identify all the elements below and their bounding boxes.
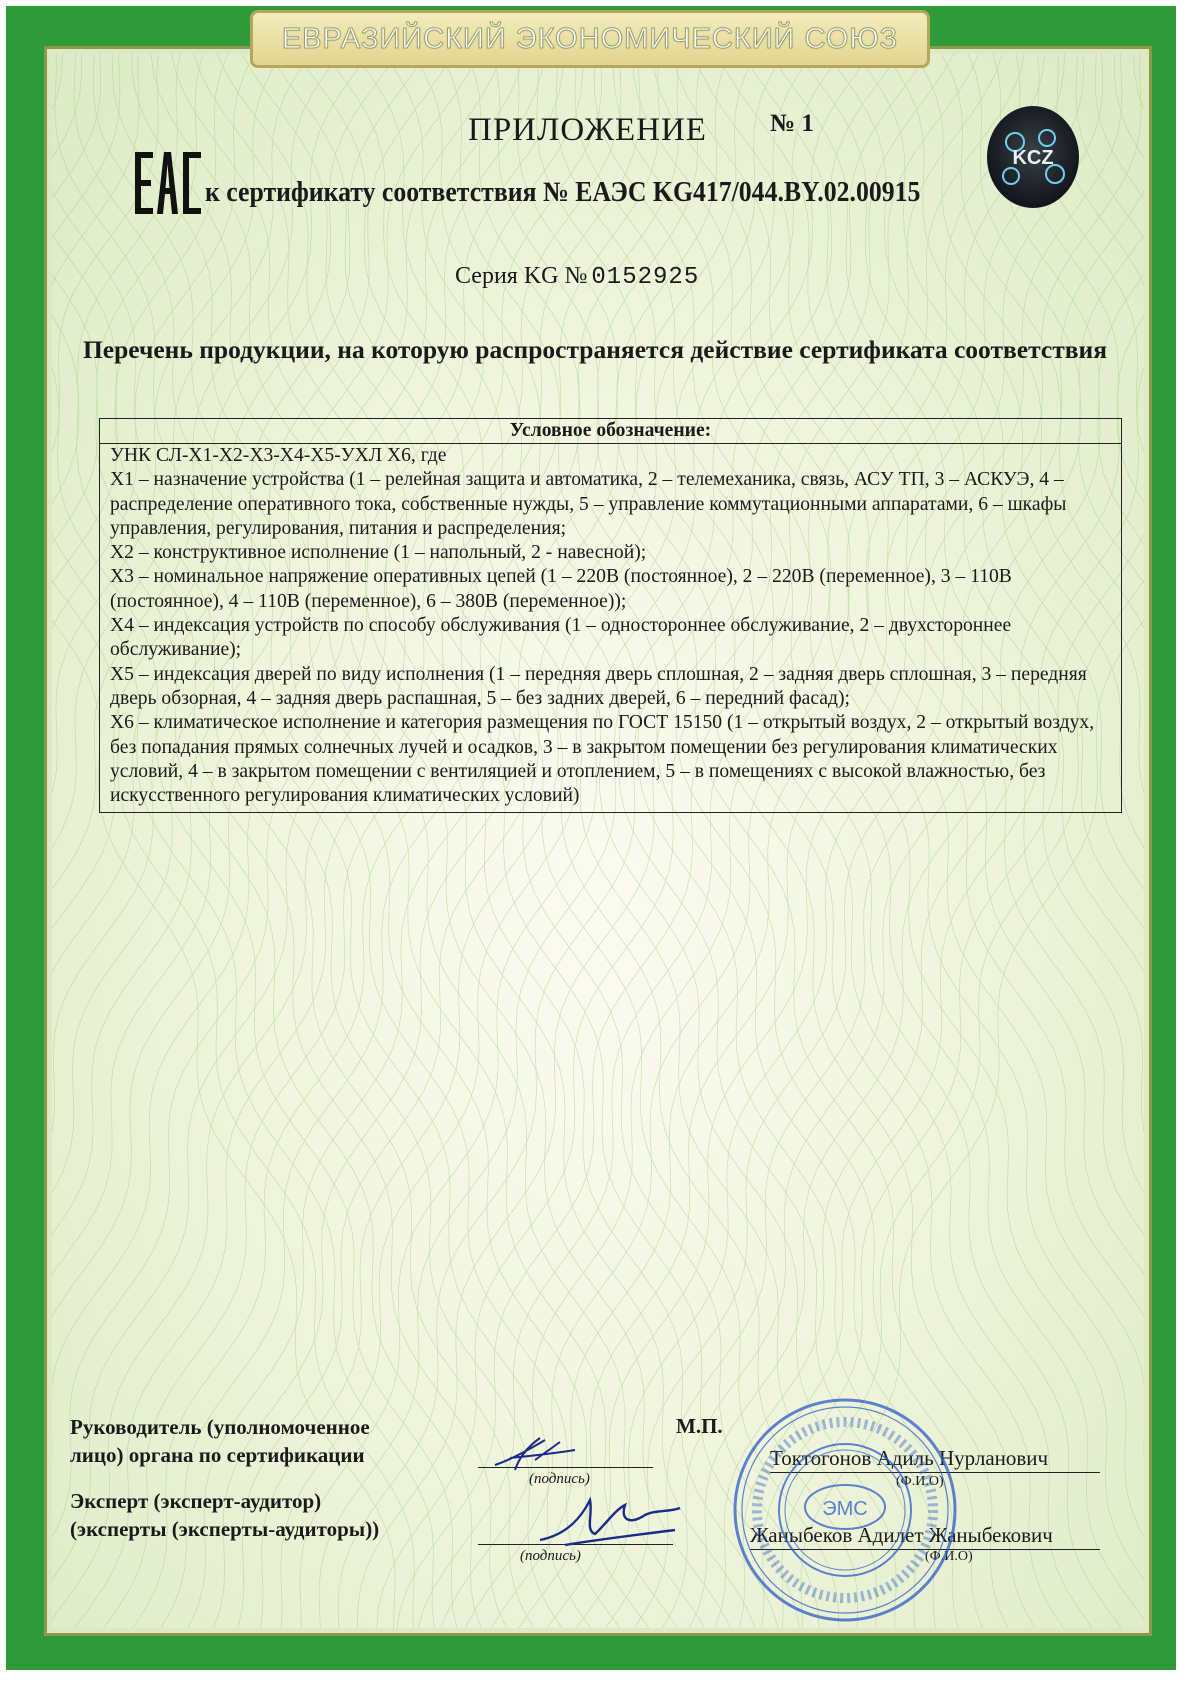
expert-signature-icon: [535, 1490, 685, 1550]
certification-stamp-icon: [730, 1395, 960, 1625]
designation-line: Х6 – климатическое исполнение и категория размещения по ГОСТ 15150 (1 – открытый воздух, 2 – открытый воздух, без попадания прямых солнечных лучей и осадков, 3 – в закрытом помещении без регулирования климатических условий, 4 – в закрытом помещении с вентиляцией и отоплением, 5 – в помещениях с высокой влажностью, без искусственного регулирования климатических условий): [110, 712, 1095, 807]
head-signature-caption: (подпись): [529, 1471, 590, 1487]
head-name: Токтогонов Адиль Нурланович: [770, 1446, 1049, 1470]
designation-line: Х4 – индексация устройств по способу обслуживания (1 – одностороннее обслуживание, 2 – двухстороннее обслуживание);: [110, 615, 1012, 661]
designation-line: Х5 – индексация дверей по виду исполнения (1 – передняя дверь сплошная, 2 – задняя дверь сплошная, 3 – передняя дверь обзорная, 4 – задняя дверь распашная, 5 – без задних дверей, 6 – передний фасад);: [110, 663, 1087, 709]
expert-name: Жаныбеков Адилет Жаныбекович: [750, 1523, 1053, 1547]
expert-label-line: Эксперт (эксперт-аудитор): [70, 1489, 322, 1513]
hologram-sticker-icon: [985, 104, 1081, 210]
designation-line: Х1 – назначение устройства (1 – релейная защита и автоматика, 2 – телемеханика, связь, АСУ ТП, 3 – АСКУЭ, 4 – распределение оперативного тока, собственные нужды, 5 – управление коммутационными аппаратами, 6 – шкафы управления, регулирования, питания и распределения;: [110, 469, 1067, 539]
seal-place-label: М.П.: [676, 1414, 723, 1438]
series-label: Серия KG №: [455, 263, 588, 289]
head-name-caption: (Ф.И.О): [896, 1474, 944, 1489]
expert-name-caption: (Ф.И.О): [925, 1549, 973, 1564]
product-list-heading: Перечень продукции, на которую распространяется действие сертификата соответствия: [82, 335, 1108, 364]
head-label-line: лицо) органа по сертификации: [70, 1443, 365, 1467]
designation-table-header: Условное обозначение:: [100, 419, 1121, 444]
series-line: [455, 263, 699, 291]
banner-text: ЕВРАЗИЙСКИЙ ЭКОНОМИЧЕСКИЙ СОЮЗ: [281, 22, 899, 55]
certificate-reference: к сертификату соответствия № ЕАЭС KG417/044.BY.02.00915: [205, 177, 921, 208]
eac-mark-icon: [133, 148, 205, 216]
stamp-center-text: ЭМС: [822, 1498, 868, 1520]
designation-table-body: [100, 444, 1121, 812]
appendix-title: ПРИЛОЖЕНИЕ: [468, 112, 707, 148]
designation-line: Х2 – конструктивное исполнение (1 – напольный, 2 - навесной);: [110, 542, 647, 564]
hologram-text: KCZ: [1012, 147, 1054, 169]
designation-table: [99, 418, 1122, 813]
series-number: 0152925: [591, 264, 700, 291]
eaeu-banner: [250, 10, 930, 68]
head-label-line: Руководитель (уполномоченное: [70, 1415, 370, 1439]
head-signature-icon: [490, 1430, 580, 1480]
expert-label-line: (эксперты (эксперты-аудиторы)): [70, 1517, 380, 1541]
designation-line: Х3 – номинальное напряжение оперативных цепей (1 – 220В (постоянное), 2 – 220В (переменное), 3 – 110В (постоянное), 4 – 110В (переменное), 6 – 380В (переменное));: [110, 566, 1012, 612]
head-of-body-label: [70, 1413, 370, 1469]
expert-label: [70, 1487, 379, 1543]
expert-signature-caption: (подпись): [520, 1548, 581, 1564]
appendix-number: № 1: [770, 110, 814, 137]
designation-line: УНК СЛ-Х1-Х2-Х3-Х4-Х5-УХЛ Х6, где: [110, 445, 447, 466]
